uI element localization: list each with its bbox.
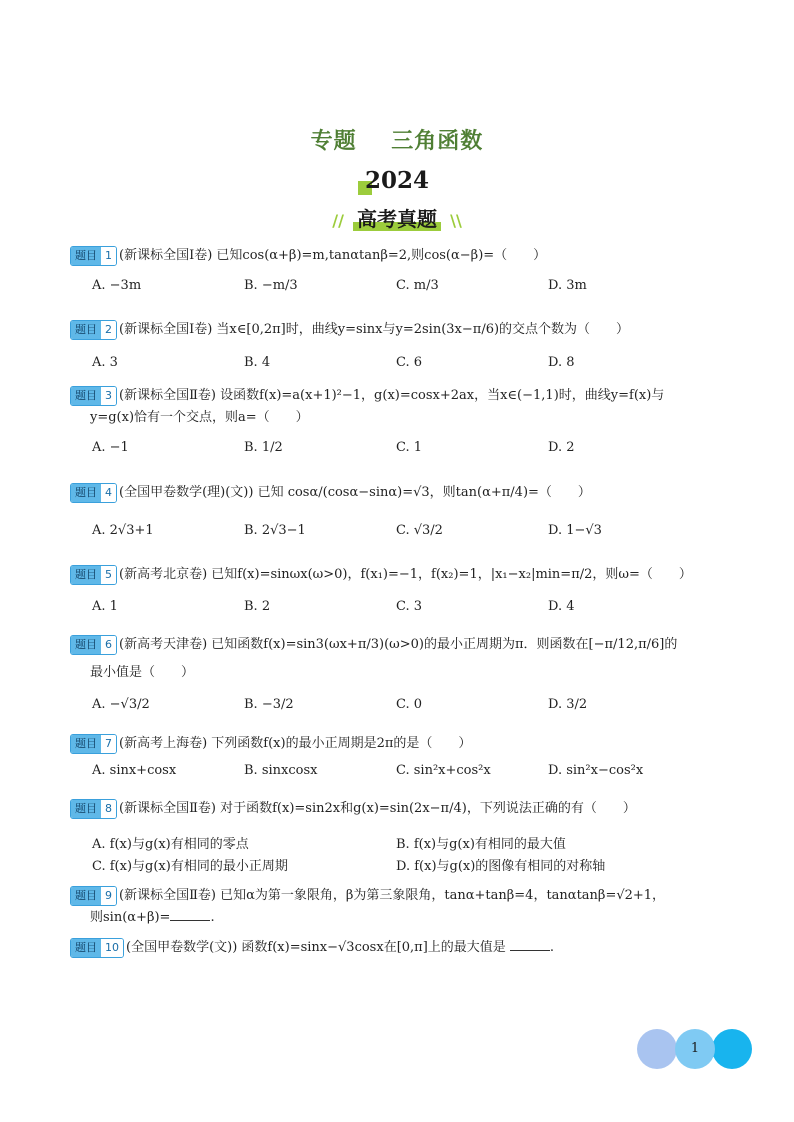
question-text-continued: 最小值是（ ）: [90, 665, 195, 680]
badge-label: 题目: [71, 636, 101, 654]
badge-number: 1: [101, 247, 116, 265]
badge-number: 8: [101, 800, 116, 818]
question-badge: [70, 246, 117, 266]
option-a: A. sinx+cosx: [92, 763, 177, 778]
option-d: D. 8: [548, 355, 575, 370]
option-c: C. 6: [396, 355, 423, 370]
option-c: C. f(x)与g(x)有相同的最小正周期: [92, 859, 288, 874]
option-b: B. 2√3−1: [244, 523, 306, 538]
option-d: D. 3m: [548, 278, 587, 293]
badge-number: 6: [101, 636, 116, 654]
option-a: A. 2√3+1: [92, 523, 154, 538]
question-2: [70, 319, 730, 341]
question-text: (新课标全国Ⅱ卷) 设函数f(x)=a(x+1)²−1，g(x)=cosx+2ax，当x∈(−1,1)时，曲线y=f(x)与: [119, 388, 665, 403]
option-b: B. 4: [244, 355, 271, 370]
badge-label: 题目: [71, 800, 101, 818]
option-c: C. 3: [396, 599, 423, 614]
badge-label: 题目: [71, 484, 101, 502]
year-text: 2024: [364, 167, 429, 194]
option-d: D. 4: [548, 599, 575, 614]
option-d: D. 3/2: [548, 697, 588, 712]
option-a: A. −1: [92, 440, 129, 455]
option-c: C. 0: [396, 697, 423, 712]
option-c: C. √3/2: [396, 523, 443, 538]
question-1: [70, 245, 730, 267]
option-b: B. 2: [244, 599, 271, 614]
section-right-slashes: \\: [450, 211, 462, 230]
option-c: C. 1: [396, 440, 423, 455]
answer-blank: [510, 938, 550, 951]
badge-label: 题目: [71, 939, 101, 957]
badge-label: 题目: [71, 247, 101, 265]
badge-number: 9: [101, 887, 116, 905]
question-text: (全国甲卷数学(理)(文)) 已知 cosα/(cosα−sinα)=√3，则tan(α+π/4)=（ ）: [119, 485, 591, 500]
badge-number: 7: [101, 735, 116, 753]
badge-number: 2: [101, 321, 116, 339]
question-7: [70, 733, 730, 755]
question-text: (新课标全国Ⅱ卷) 对于函数f(x)=sin2x和g(x)=sin(2x−π/4)，下列说法正确的有（ ）: [119, 801, 636, 816]
question-badge: [70, 799, 117, 819]
badge-label: 题目: [71, 566, 101, 584]
option-a: A. 1: [92, 599, 118, 614]
badge-number: 5: [101, 566, 116, 584]
badge-number: 10: [101, 939, 123, 957]
badge-number: 3: [101, 387, 116, 405]
section-left-slashes: //: [332, 211, 344, 230]
footer-circle-right: [712, 1029, 752, 1069]
page-number: 1: [690, 1041, 700, 1056]
question-9: [70, 885, 730, 929]
question-badge: [70, 565, 117, 585]
answer-blank: [170, 908, 210, 921]
question-text-continued-label: 则sin(α+β)=: [90, 910, 171, 925]
year-heading: [363, 167, 431, 194]
section-heading: [353, 203, 441, 232]
option-b: B. −m/3: [244, 278, 298, 293]
question-badge: [70, 635, 117, 655]
question-5: [70, 564, 730, 586]
badge-number: 4: [101, 484, 116, 502]
footer-circle-left: [637, 1029, 677, 1069]
question-text-continued: 则sin(α+β)= .: [90, 910, 215, 925]
option-b: B. −3/2: [244, 697, 294, 712]
question-badge: [70, 886, 117, 906]
question-10: 题目 10 (全国甲卷数学(文)) 函数f(x)=sinx−√3cosx在[0,π]上的最大值是 .: [70, 937, 730, 959]
question-4: [70, 482, 730, 504]
question-text: (全国甲卷数学(文)) 函数f(x)=sinx−√3cosx在[0,π]上的最大值是: [126, 940, 506, 955]
question-badge: [70, 320, 117, 340]
badge-label: 题目: [71, 887, 101, 905]
option-a: A. f(x)与g(x)有相同的零点: [92, 837, 249, 852]
question-text: (新课标全国Ⅰ卷) 已知cos(α+β)=m,tanαtanβ=2,则cos(α−β)=（ ）: [119, 248, 547, 263]
badge-label: 题目: [71, 321, 101, 339]
page-title: 专题 三角函数: [310, 129, 484, 154]
option-b: B. 1/2: [244, 440, 283, 455]
question-text: (新课标全国Ⅱ卷) 已知α为第一象限角，β为第三象限角，tanα+tanβ=4，tanαtanβ=√2+1，: [119, 888, 666, 903]
question-badge: [70, 938, 124, 958]
option-a: A. −3m: [92, 278, 142, 293]
question-text: (新课标全国Ⅰ卷) 当x∈[0,2π]时，曲线y=sinx与y=2sin(3x−π/6)的交点个数为（ ）: [119, 322, 630, 337]
option-c: C. m/3: [396, 278, 439, 293]
question-badge: [70, 734, 117, 754]
option-d: D. 1−√3: [548, 523, 602, 538]
option-d: D. f(x)与g(x)的图像有相同的对称轴: [396, 859, 606, 874]
question-8: [70, 798, 730, 820]
section-text: 高考真题: [357, 207, 437, 231]
question-badge: [70, 386, 117, 406]
question-text: (新高考天津卷) 已知函数f(x)=sin3(ωx+π/3)(ω>0)的最小正周期为π．则函数在[−π/12,π/6]的: [119, 637, 678, 652]
option-a: A. −√3/2: [92, 697, 150, 712]
question-3: [70, 385, 730, 429]
question-text: (新高考北京卷) 已知f(x)=sinωx(ω>0)，f(x₁)=−1，f(x₂)=1，|x₁−x₂|min=π/2，则ω=（ ）: [119, 567, 692, 582]
badge-label: 题目: [71, 735, 101, 753]
option-d: D. sin²x−cos²x: [548, 763, 644, 778]
question-badge: [70, 483, 117, 503]
option-d: D. 2: [548, 440, 575, 455]
option-a: A. 3: [92, 355, 118, 370]
option-c: C. sin²x+cos²x: [396, 763, 491, 778]
option-b: B. sinxcosx: [244, 763, 318, 778]
question-6: [70, 634, 730, 684]
option-b: B. f(x)与g(x)有相同的最大值: [396, 837, 566, 852]
badge-label: 题目: [71, 387, 101, 405]
question-text: (新高考上海卷) 下列函数f(x)的最小正周期是2π的是（ ）: [119, 736, 472, 751]
question-text-continued: y=g(x)恰有一个交点，则a=（ ）: [90, 410, 309, 425]
